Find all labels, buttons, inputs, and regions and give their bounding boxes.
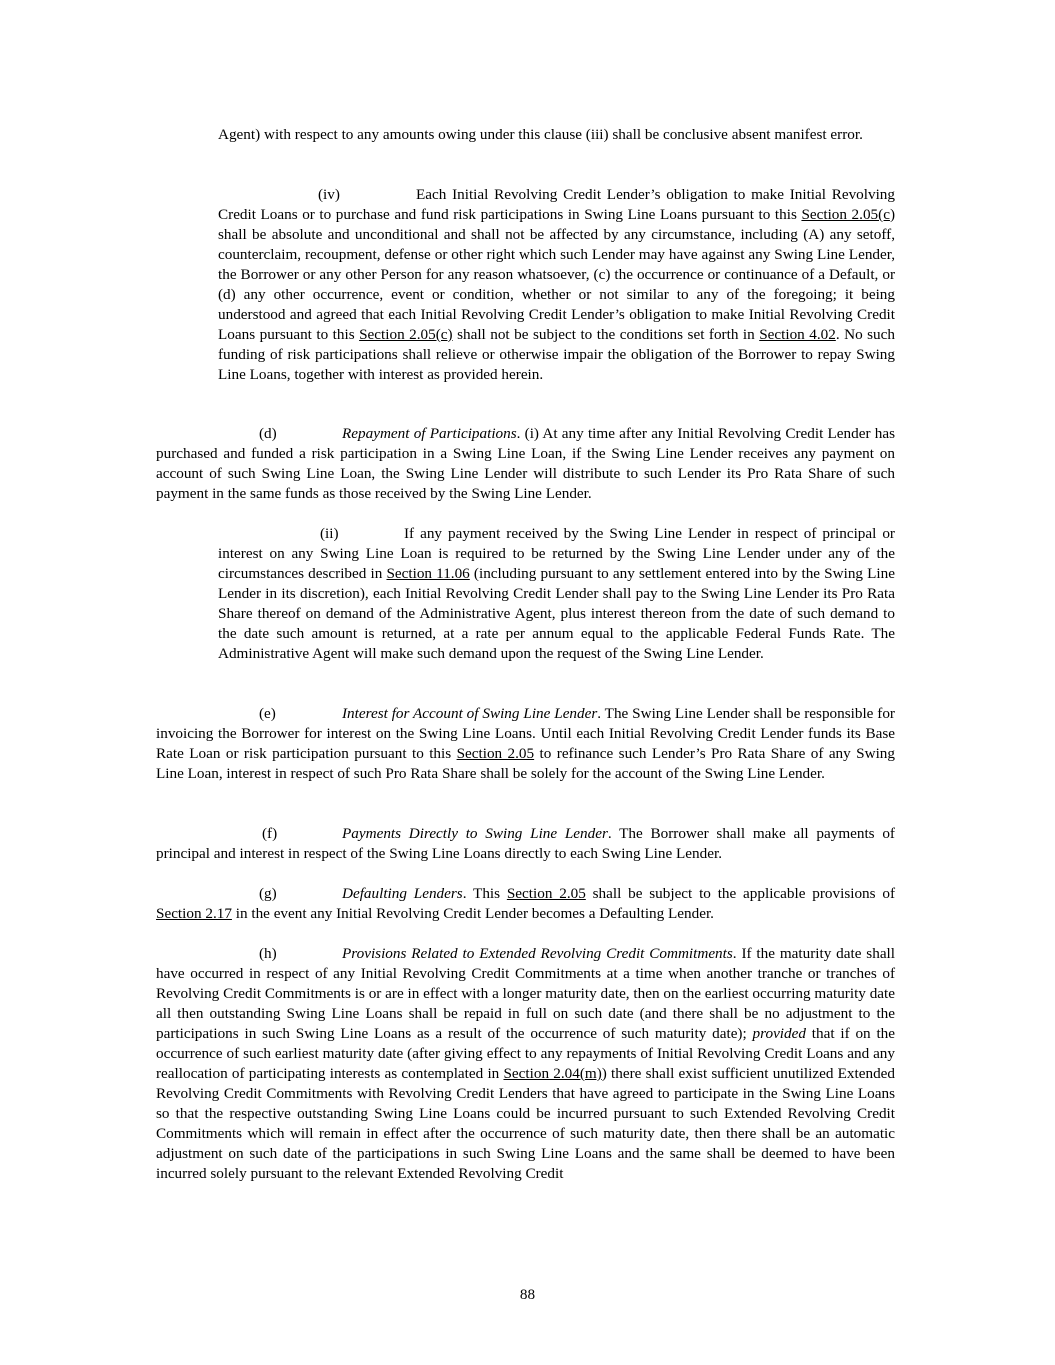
clause-label: (d): [259, 425, 277, 442]
paragraph-text: . (i) At any time after any Initial Revolving Credit Lender has purchased and funded a risk participation in a Swing Line Loan, if the Swing Line Lender receives any payment on account of such Swing Line Loan, the Swing Line Lender will distribute to such Lender its Pro Rata Share of such payment in the same funds as those received by the Swing Line Lender.: [156, 425, 895, 502]
section-reference: Section 2.05: [456, 745, 535, 762]
clause-heading: Repayment of Participations: [342, 425, 517, 442]
section-reference: Section 4.02: [759, 326, 836, 343]
clause-heading: Provisions Related to Extended Revolving Credit Commitments: [342, 945, 733, 962]
paragraph-text: to refinance such Lender’s Pro Rata Share of any Swing Line Loan, interest in respect of such Pro Rata Share shall be solely for the account of the Swing Line Lender.: [156, 745, 895, 782]
section-reference: Section 2.17: [156, 905, 232, 922]
paragraph-text: ) there shall exist sufficient unutilized Extended Revolving Credit Commitments with Revolving Credit Lenders that have agreed to participate in the Swing Line Loans so that the respective outstanding Swing Line Loans could be incurred pursuant to such Extended Revolving Credit Commitments which will remain in effect after the occurrence of such maturity date, then there shall be an automatic adjustment on such date of the participations in such Swing Line Loans and the same shall be deemed to have been incurred solely pursuant to the relevant Extended Revolving Credit: [156, 1065, 895, 1182]
paragraph-text: shall be subject to the applicable provisions of: [585, 885, 896, 902]
paragraph-f: [156, 824, 895, 864]
paragraph-text: . The Swing Line Lender shall be responsible for invoicing the Borrower for interest on the Swing Line Loans. Until each Initial Revolving Credit Lender funds its Base Rate Loan or risk participation pursuant to this: [156, 705, 895, 762]
paragraph-text: Each Initial Revolving Credit Lender’s obligation to make Initial Revolving Credit Loans or to purchase and fund risk participations in Swing Line Loans pursuant to this: [218, 186, 895, 223]
clause-label: (h): [259, 945, 277, 962]
provided-term: provided: [752, 1025, 806, 1042]
clause-heading: Interest for Account of Swing Line Lender: [342, 705, 598, 722]
clause-label: (ii): [320, 525, 339, 542]
paragraph-text: . This: [462, 885, 507, 902]
clause-label: (f): [262, 825, 278, 842]
clause-label: (e): [259, 705, 276, 722]
paragraph-e: [156, 704, 895, 784]
section-reference: Section 11.06: [386, 565, 470, 582]
paragraph-text: . If the maturity date shall have occurred in respect of any Initial Revolving Credit Commitments at a time when another tranche or tranches of Revolving Credit Commitments is or are in effect with a longer maturity date, then on the earliest occurring maturity date all then outstanding Swing Line Loans shall be repaid in full on such date (and there shall be no adjustment to the participations in such Swing Line Loans as a result of the occurrence of such maturity date);: [156, 945, 895, 1042]
section-reference: Section 2.05(c): [359, 326, 453, 343]
paragraph-text: . The Borrower shall make all payments of principal and interest in respect of the Swing Line Loans directly to each Swing Line Lender.: [156, 825, 895, 862]
paragraph-text: in the event any Initial Revolving Credit Lender becomes a Defaulting Lender.: [231, 905, 714, 922]
section-reference: Section 2.05: [506, 885, 586, 902]
paragraph-text: ) shall be absolute and unconditional and shall not be affected by any circumstance, including (A) any setoff, counterclaim, recoupment, defense or other right which such Lender may have against any Swing Line Lender, the Borrower or any other Person for any reason whatsoever, (c) the occurrence or continuance of a Default, or (d) any other occurrence, event or condition, whether or not similar to any of the foregoing; it being understood and agreed that each Initial Revolving Credit Lender’s obligation to make Initial Revolving Credit Loans pursuant to this: [218, 206, 895, 343]
page-number: 88: [519, 1286, 536, 1303]
clause-heading: Defaulting Lenders: [342, 885, 463, 902]
clause-heading: Payments Directly to Swing Line Lender: [342, 825, 608, 842]
paragraph-iv: [218, 185, 895, 385]
paragraph-text: Agent) with respect to any amounts owing under this clause (iii) shall be conclusive absent manifest error.: [218, 126, 863, 143]
paragraph-text: that if on the occurrence of such earliest maturity date (after giving effect to any repayments of Initial Revolving Credit Loans and any reallocation of participating interests as contemplated in: [156, 1025, 896, 1082]
clause-label: (g): [259, 885, 277, 902]
section-reference: Section 2.05(c: [801, 206, 890, 223]
paragraph-text: (including pursuant to any settlement entered into by the Swing Line Lender in its discretion), each Initial Revolving Credit Lender shall pay to the Swing Line Lender its Pro Rata Share thereof on demand of the Administrative Agent, plus interest thereon from the date of such demand to the date such amount is returned, at a rate per annum equal to the applicable Federal Funds Rate. The Administrative Agent will make such demand upon the request of the Swing Line Lender.: [218, 565, 895, 662]
section-reference: Section 2.04(m): [503, 1065, 602, 1082]
clause-label: (iv): [318, 186, 340, 203]
paragraph-text: . No such funding of risk participations shall relieve or otherwise impair the obligation of the Borrower to repay Swing Line Loans, together with interest as provided herein.: [218, 326, 895, 383]
paragraph-h: [156, 944, 895, 1184]
paragraph-continuation: [218, 125, 895, 145]
paragraph-text: shall not be subject to the conditions set forth in: [452, 326, 760, 343]
paragraph-d: [156, 424, 895, 504]
paragraph-text: If any payment received by the Swing Line Lender in respect of principal or interest on any Swing Line Loan is required to be returned by the Swing Line Lender under any of the circumstances described in: [218, 525, 895, 582]
paragraph-g: [156, 884, 895, 924]
paragraph-ii: [218, 524, 895, 664]
